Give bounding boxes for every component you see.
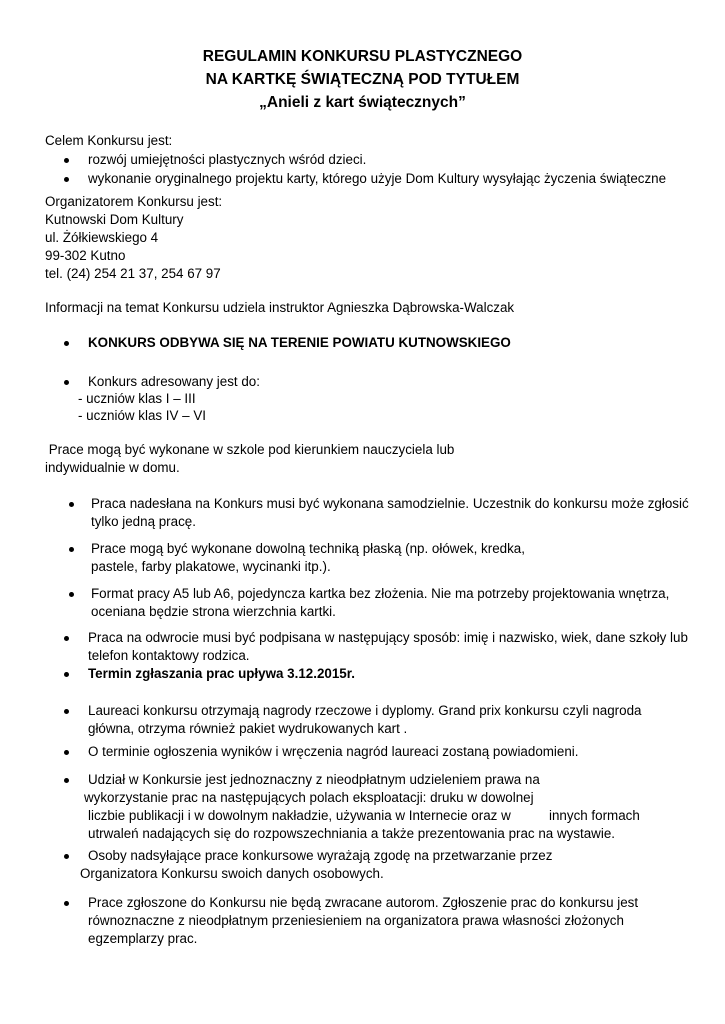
bullet <box>64 341 69 346</box>
rule-1-line-2: tylko jedną pracę. <box>91 514 196 529</box>
bullet <box>69 502 74 507</box>
rule-6-text: O terminie ogłoszenia wyników i wręczenia nagród laureaci zostaną powiadomieni. <box>88 744 579 759</box>
bullet <box>69 592 74 597</box>
rule-8-line-1: Osoby nadsyłające prace konkursowe wyrażają zgodę na przetwarzanie przez <box>88 848 553 863</box>
info-text: Informacji na temat Konkursu udziela instruktor Agnieszka Dąbrowska-Walczak <box>45 300 515 315</box>
bullet <box>64 636 69 641</box>
bullet <box>64 901 69 906</box>
rule-7-line-3: liczbie publikacji i w dowolnym nakładzie, używania w Internecie oraz w <box>88 808 511 823</box>
rule-7-line-1: Udział w Konkursie jest jednoznaczny z nieodpłatnym udzieleniem prawa na <box>88 772 540 787</box>
bullet <box>64 778 69 783</box>
bullet <box>69 547 74 552</box>
organizer-heading: Organizatorem Konkursu jest: <box>45 194 223 209</box>
audience-group-2: - uczniów klas IV – VI <box>78 408 207 423</box>
rule-2-line-2: pastele, farby plakatowe, wycinanki itp.). <box>91 559 331 574</box>
rule-7-line-2: wykorzystanie prac na następujących polach eksploatacji: druku w dowolnej <box>84 790 534 805</box>
goal-item: rozwój umiejętności plastycznych wśród dzieci. <box>88 152 367 167</box>
rule-9-line-3: egzemplarzy prac. <box>88 931 198 946</box>
rule-4-line-1: Praca na odwrocie musi być podpisana w następujący sposób: imię i nazwisko, wiek, dane szkoły lub <box>88 630 688 645</box>
rule-7-line-4: utrwaleń nadających się do rozpowszechniania a także prezentowania prac na wystawie. <box>88 826 615 841</box>
rule-3-line-2: oceniana będzie strona wierzchnia kartki. <box>91 604 336 619</box>
goal-item: wykonanie oryginalnego projektu karty, którego użyje Dom Kultury wysyłając życzenia świąteczne <box>88 171 667 186</box>
organizer-phone: tel. (24) 254 21 37, 254 67 97 <box>45 266 221 281</box>
bullet <box>64 380 69 385</box>
audience-group-1: - uczniów klas I – III <box>78 391 196 406</box>
deadline-text: Termin zgłaszania prac upływa 3.12.2015r. <box>88 666 355 681</box>
bullet <box>64 177 69 182</box>
rule-1-line-1: Praca nadesłana na Konkurs musi być wykonana samodzielnie. Uczestnik do konkursu może zgłosić <box>91 496 689 511</box>
rule-7-line-3-end: innych formach <box>549 808 640 823</box>
rule-8-line-2: Organizatora Konkursu swoich danych osobowych. <box>80 866 384 881</box>
bullet <box>64 854 69 859</box>
area-text: KONKURS ODBYWA SIĘ NA TERENIE POWIATU KUTNOWSKIEGO <box>88 335 511 350</box>
bullet <box>64 672 69 677</box>
organizer-street: ul. Żółkiewskiego 4 <box>45 230 159 245</box>
bullet <box>64 709 69 714</box>
execution-line-1: Prace mogą być wykonane w szkole pod kierunkiem nauczyciela lub <box>45 442 455 457</box>
rule-3-line-1: Format pracy A5 lub A6, pojedyncza kartka bez złożenia. Nie ma potrzeby projektowania wnętrza, <box>91 586 670 601</box>
execution-line-2: indywidualnie w domu. <box>45 460 180 475</box>
organizer-city: 99-302 Kutno <box>45 248 126 263</box>
audience-heading: Konkurs adresowany jest do: <box>88 374 260 389</box>
rule-5-line-1: Laureaci konkursu otrzymają nagrody rzeczowe i dyplomy. Grand prix konkursu czyli nagroda <box>88 703 642 718</box>
bullet <box>64 750 69 755</box>
rule-2-line-1: Prace mogą być wykonane dowolną techniką płaską (np. ołówek, kredka, <box>91 541 525 556</box>
goals-heading: Celem Konkursu jest: <box>45 133 173 148</box>
title-line-1: REGULAMIN KONKURSU PLASTYCZNEGO <box>202 48 523 65</box>
organizer-name: Kutnowski Dom Kultury <box>45 212 184 227</box>
rule-9-line-2: równoznaczne z nieodpłatnym przeniesieniem na organizatora prawa własności złożonych <box>88 913 624 928</box>
rule-4-line-2: telefon kontaktowy rodzica. <box>88 648 250 663</box>
title-line-2: NA KARTKĘ ŚWIĄTECZNĄ POD TYTUŁEM <box>205 71 520 88</box>
bullet <box>64 158 69 163</box>
rule-9-line-1: Prace zgłoszone do Konkursu nie będą zwracane autorom. Zgłoszenie prac do konkursu jest <box>88 895 639 910</box>
rule-5-line-2: główna, otrzyma również pakiet wydrukowanych kart . <box>88 721 408 736</box>
title-line-3: „Anieli z kart świątecznych” <box>259 94 466 111</box>
